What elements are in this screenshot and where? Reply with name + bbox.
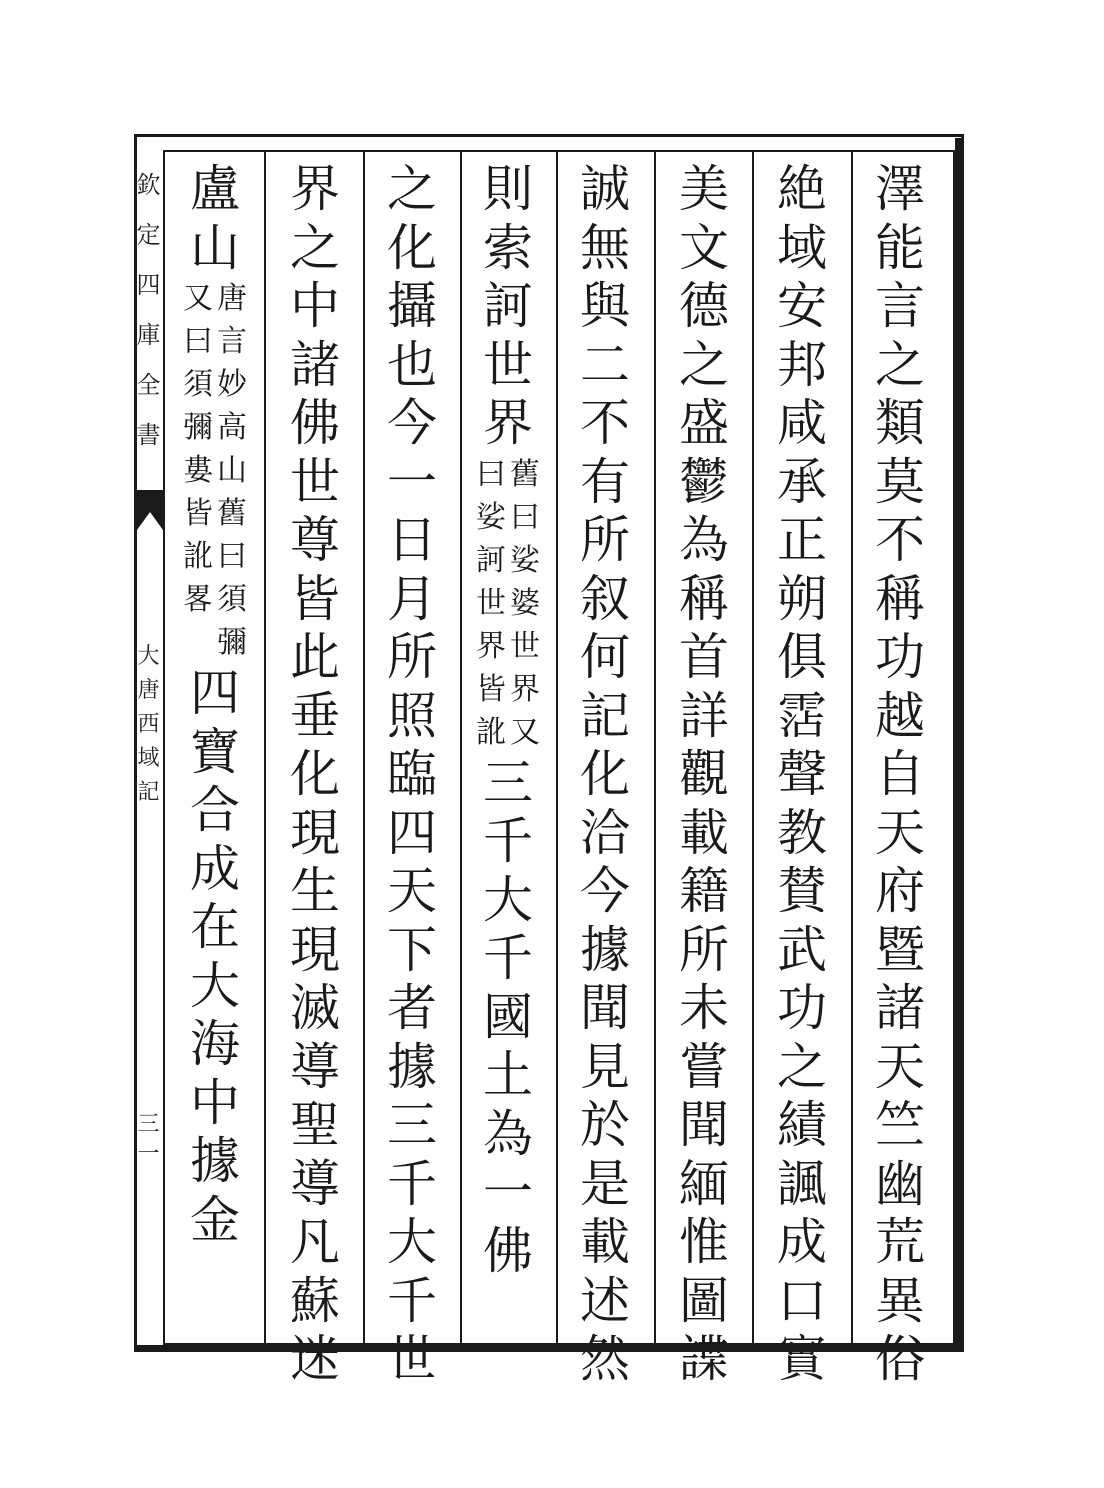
annotation-glyph: 世 — [510, 628, 540, 664]
column-rule — [460, 150, 462, 1345]
main-glyph: 為 — [483, 1104, 533, 1163]
annotation-glyph: 世 — [476, 585, 506, 621]
main-glyph: 口 — [777, 1271, 827, 1330]
annotation-row — [476, 496, 540, 539]
main-glyph: 咸 — [777, 394, 827, 452]
main-glyph: 大 — [387, 1213, 437, 1271]
series-title — [134, 160, 163, 460]
main-glyph: 成 — [190, 839, 240, 898]
main-glyph: 諸 — [290, 335, 340, 394]
main-glyph: 世 — [290, 452, 340, 511]
main-glyph: 皆 — [290, 569, 340, 628]
main-glyph: 異 — [875, 1271, 925, 1330]
annotation-glyph: 訛 — [476, 714, 506, 750]
annotation-glyph: 訛 — [183, 539, 213, 574]
main-glyph: 則 — [483, 160, 533, 218]
main-glyph: 土 — [483, 1046, 533, 1104]
annotation-glyph: 山 — [217, 453, 247, 488]
main-glyph: 海 — [190, 1015, 240, 1073]
main-glyph: 鬱 — [679, 452, 729, 511]
main-glyph: 下 — [387, 920, 437, 979]
main-glyph: 垂 — [290, 686, 340, 745]
main-glyph: 化 — [580, 745, 630, 803]
main-glyph: 所 — [580, 511, 630, 569]
main-glyph: 賛 — [777, 862, 827, 920]
text-column — [283, 160, 347, 1389]
margin-glyph: 記 — [137, 780, 160, 805]
main-glyph: 國 — [483, 987, 533, 1046]
main-glyph: 正 — [777, 511, 827, 569]
annotation-glyph: 婁 — [183, 453, 213, 488]
margin-glyph: 一 — [137, 1142, 160, 1167]
main-glyph: 未 — [679, 979, 729, 1037]
main-glyph: 盛 — [679, 394, 729, 452]
main-glyph: 訶 — [483, 277, 533, 335]
margin-glyph: 大 — [137, 644, 160, 669]
main-glyph: 據 — [580, 920, 630, 979]
main-glyph: 聲 — [777, 745, 827, 803]
annotation-glyph: 婆 — [510, 585, 540, 621]
main-glyph: 荒 — [875, 1213, 925, 1271]
main-glyph: 自 — [875, 745, 925, 803]
annotation-row — [183, 492, 247, 535]
main-glyph: 中 — [190, 1073, 240, 1132]
annotation-row — [183, 277, 247, 320]
main-glyph: 據 — [387, 1037, 437, 1096]
main-glyph: 俱 — [777, 628, 827, 686]
text-column — [380, 160, 444, 1389]
main-glyph: 美 — [679, 160, 729, 218]
main-glyph: 然 — [580, 1330, 630, 1388]
main-glyph: 金 — [190, 1190, 240, 1249]
main-glyph: 俗 — [875, 1330, 925, 1388]
main-glyph: 諷 — [777, 1154, 827, 1213]
main-glyph: 竺 — [875, 1096, 925, 1154]
annotation-glyph: 須 — [183, 367, 213, 402]
main-glyph: 功 — [777, 979, 827, 1037]
main-glyph: 月 — [387, 569, 437, 628]
margin-glyph: 欽 — [136, 171, 161, 199]
annotation-glyph: 界 — [510, 671, 540, 707]
main-glyph: 朔 — [777, 569, 827, 628]
text-column — [573, 160, 637, 1389]
column-rule — [264, 150, 266, 1345]
annotation-row — [183, 535, 247, 578]
main-glyph: 所 — [679, 920, 729, 979]
main-glyph: 稱 — [875, 569, 925, 628]
main-glyph: 天 — [387, 862, 437, 920]
main-glyph: 日 — [387, 511, 437, 569]
margin-glyph: 書 — [136, 421, 161, 449]
main-glyph: 嘗 — [679, 1037, 729, 1096]
annotation-glyph: 曰 — [217, 539, 247, 574]
main-glyph: 霑 — [777, 686, 827, 745]
main-glyph: 山 — [190, 218, 240, 277]
main-glyph: 圖 — [679, 1271, 729, 1330]
annotation-row — [476, 711, 540, 754]
main-glyph: 載 — [679, 803, 729, 862]
annotation-glyph: 唐 — [217, 281, 247, 316]
right-border-rule — [955, 138, 962, 1350]
main-glyph: 文 — [679, 218, 729, 277]
main-glyph: 莫 — [875, 452, 925, 511]
main-glyph: 詳 — [679, 686, 729, 745]
main-glyph: 於 — [580, 1096, 630, 1154]
margin-glyph: 四 — [136, 271, 161, 299]
annotation-glyph: 妙 — [217, 367, 247, 402]
main-glyph: 何 — [580, 628, 630, 686]
text-column — [183, 160, 247, 1249]
main-glyph: 此 — [290, 628, 340, 686]
column-rule — [851, 150, 853, 1345]
annotation-row — [183, 449, 247, 492]
main-glyph: 者 — [387, 979, 437, 1037]
annotation-glyph: 曰 — [183, 324, 213, 359]
annotation-row — [476, 625, 540, 668]
main-glyph: 合 — [190, 781, 240, 839]
main-glyph: 千 — [387, 1271, 437, 1330]
text-column — [770, 160, 834, 1389]
main-glyph: 迷 — [290, 1330, 340, 1388]
book-title — [134, 640, 163, 810]
main-glyph: 生 — [290, 862, 340, 920]
annotation-glyph — [183, 621, 213, 664]
margin-glyph: 定 — [136, 221, 161, 249]
main-glyph: 大 — [483, 870, 533, 929]
margin-glyph: 庫 — [136, 321, 161, 349]
bottom-border-rule — [134, 1345, 964, 1351]
annotation-glyph: 畧 — [183, 582, 213, 617]
main-glyph: 聞 — [580, 979, 630, 1037]
main-glyph: 蘇 — [290, 1271, 340, 1330]
main-glyph: 所 — [387, 628, 437, 686]
main-glyph: 今 — [580, 862, 630, 920]
main-glyph: 言 — [875, 277, 925, 335]
main-glyph: 洽 — [580, 803, 630, 862]
main-glyph: 澤 — [875, 160, 925, 218]
main-glyph: 世 — [483, 335, 533, 394]
annotation-glyph: 言 — [217, 324, 247, 359]
main-glyph: 現 — [290, 803, 340, 862]
annotation-glyph: 訶 — [476, 542, 506, 578]
annotation-glyph: 彌 — [217, 625, 247, 660]
main-glyph: 索 — [483, 218, 533, 277]
annotation-glyph: 曰 — [510, 499, 540, 535]
main-glyph: 尊 — [290, 511, 340, 569]
main-glyph: 無 — [580, 218, 630, 277]
annotation-glyph: 彌 — [183, 410, 213, 445]
main-glyph: 不 — [580, 394, 630, 452]
main-glyph: 成 — [777, 1213, 827, 1271]
margin-glyph: 全 — [136, 371, 161, 399]
main-glyph: 三 — [483, 753, 533, 812]
main-glyph: 現 — [290, 920, 340, 979]
main-glyph: 滅 — [290, 979, 340, 1037]
main-glyph: 天 — [875, 1037, 925, 1096]
annotation-glyph: 舊 — [217, 496, 247, 531]
annotation-row — [183, 363, 247, 406]
main-glyph: 化 — [290, 745, 340, 803]
main-glyph: 諜 — [679, 1330, 729, 1388]
main-glyph: 盧 — [190, 160, 240, 218]
main-glyph: 武 — [777, 920, 827, 979]
main-glyph: 教 — [777, 803, 827, 862]
main-glyph: 述 — [580, 1271, 630, 1330]
main-glyph: 幽 — [875, 1154, 925, 1213]
main-glyph: 之 — [777, 1037, 827, 1096]
text-column — [672, 160, 736, 1389]
main-glyph: 導 — [290, 1037, 340, 1096]
annotation-row — [183, 320, 247, 363]
main-glyph: 一 — [387, 452, 437, 511]
main-glyph: 佛 — [290, 394, 340, 452]
main-glyph: 德 — [679, 277, 729, 335]
column-rule — [556, 150, 558, 1345]
main-glyph: 界 — [290, 160, 340, 218]
page-number — [134, 1110, 163, 1170]
annotation-row — [476, 582, 540, 625]
main-glyph: 安 — [777, 277, 827, 335]
annotation-glyph: 舊 — [510, 456, 540, 492]
annotation-glyph: 界 — [476, 628, 506, 664]
main-glyph: 觀 — [679, 745, 729, 803]
main-glyph: 照 — [387, 686, 437, 745]
main-glyph: 四 — [190, 664, 240, 722]
main-glyph: 絶 — [777, 160, 827, 218]
text-block-frame — [163, 150, 955, 1345]
main-glyph: 功 — [875, 628, 925, 686]
main-glyph: 世 — [387, 1330, 437, 1388]
annotation-glyph: 曰 — [476, 456, 506, 492]
main-glyph: 今 — [387, 394, 437, 452]
main-glyph: 據 — [190, 1132, 240, 1190]
main-glyph: 邦 — [777, 335, 827, 394]
margin-glyph: 唐 — [137, 678, 160, 703]
main-glyph: 千 — [387, 1154, 437, 1213]
main-glyph: 績 — [777, 1096, 827, 1154]
main-glyph: 中 — [290, 277, 340, 335]
main-glyph: 緬 — [679, 1154, 729, 1213]
main-glyph: 不 — [875, 511, 925, 569]
main-glyph: 千 — [483, 812, 533, 870]
main-glyph: 記 — [580, 686, 630, 745]
main-glyph: 稱 — [679, 569, 729, 628]
main-glyph: 導 — [290, 1154, 340, 1213]
main-glyph: 大 — [190, 956, 240, 1015]
main-glyph: 佛 — [483, 1221, 533, 1280]
main-glyph: 承 — [777, 452, 827, 511]
main-glyph: 三 — [387, 1096, 437, 1154]
main-glyph: 域 — [777, 218, 827, 277]
main-glyph: 是 — [580, 1154, 630, 1213]
main-glyph: 暨 — [875, 920, 925, 979]
main-glyph: 之 — [875, 335, 925, 394]
main-glyph: 千 — [483, 929, 533, 987]
main-glyph: 寶 — [190, 722, 240, 781]
margin-glyph: 西 — [137, 712, 160, 737]
margin-glyph: 三 — [137, 1112, 160, 1137]
column-rule — [363, 150, 365, 1345]
main-glyph: 界 — [483, 394, 533, 452]
text-column — [868, 160, 932, 1389]
main-glyph: 在 — [190, 898, 240, 956]
main-glyph: 首 — [679, 628, 729, 686]
main-glyph: 之 — [290, 218, 340, 277]
main-glyph: 府 — [875, 862, 925, 920]
annotation-glyph: 娑 — [476, 499, 506, 535]
annotation-glyph: 又 — [510, 714, 540, 750]
main-glyph: 天 — [875, 803, 925, 862]
main-glyph: 之 — [679, 335, 729, 394]
main-glyph: 與 — [580, 277, 630, 335]
annotation-glyph: 皆 — [183, 496, 213, 531]
fish-tail-mark — [137, 490, 163, 530]
main-glyph: 見 — [580, 1037, 630, 1096]
main-glyph: 四 — [387, 803, 437, 862]
main-glyph: 惟 — [679, 1213, 729, 1271]
main-glyph: 籍 — [679, 862, 729, 920]
annotation-row — [476, 668, 540, 711]
main-glyph: 也 — [387, 335, 437, 394]
main-glyph: 類 — [875, 394, 925, 452]
main-glyph: 誠 — [580, 160, 630, 218]
main-glyph: 二 — [580, 335, 630, 394]
main-glyph: 聞 — [679, 1096, 729, 1154]
annotation-glyph: 皆 — [476, 671, 506, 707]
main-glyph: 為 — [679, 511, 729, 569]
main-glyph: 聖 — [290, 1096, 340, 1154]
main-glyph: 能 — [875, 218, 925, 277]
main-glyph: 一 — [483, 1163, 533, 1221]
main-glyph: 有 — [580, 452, 630, 511]
main-glyph: 實 — [777, 1330, 827, 1388]
main-glyph: 臨 — [387, 745, 437, 803]
main-glyph: 攝 — [387, 277, 437, 335]
main-glyph: 載 — [580, 1213, 630, 1271]
annotation-glyph: 須 — [217, 582, 247, 617]
annotation-glyph: 娑 — [510, 542, 540, 578]
column-rule — [752, 150, 754, 1345]
main-glyph: 諸 — [875, 979, 925, 1037]
annotation-row — [183, 406, 247, 449]
main-glyph: 化 — [387, 218, 437, 277]
annotation-row — [476, 539, 540, 582]
annotation-row — [183, 621, 247, 664]
margin-glyph: 域 — [137, 746, 160, 771]
main-glyph: 凡 — [290, 1213, 340, 1271]
main-glyph: 之 — [387, 160, 437, 218]
main-glyph: 叙 — [580, 569, 630, 628]
annotation-glyph: 高 — [217, 410, 247, 445]
column-rule — [654, 150, 656, 1345]
annotation-row — [476, 453, 540, 496]
text-column — [476, 160, 540, 1280]
annotation-glyph: 又 — [183, 281, 213, 316]
main-glyph: 越 — [875, 686, 925, 745]
annotation-row — [183, 578, 247, 621]
